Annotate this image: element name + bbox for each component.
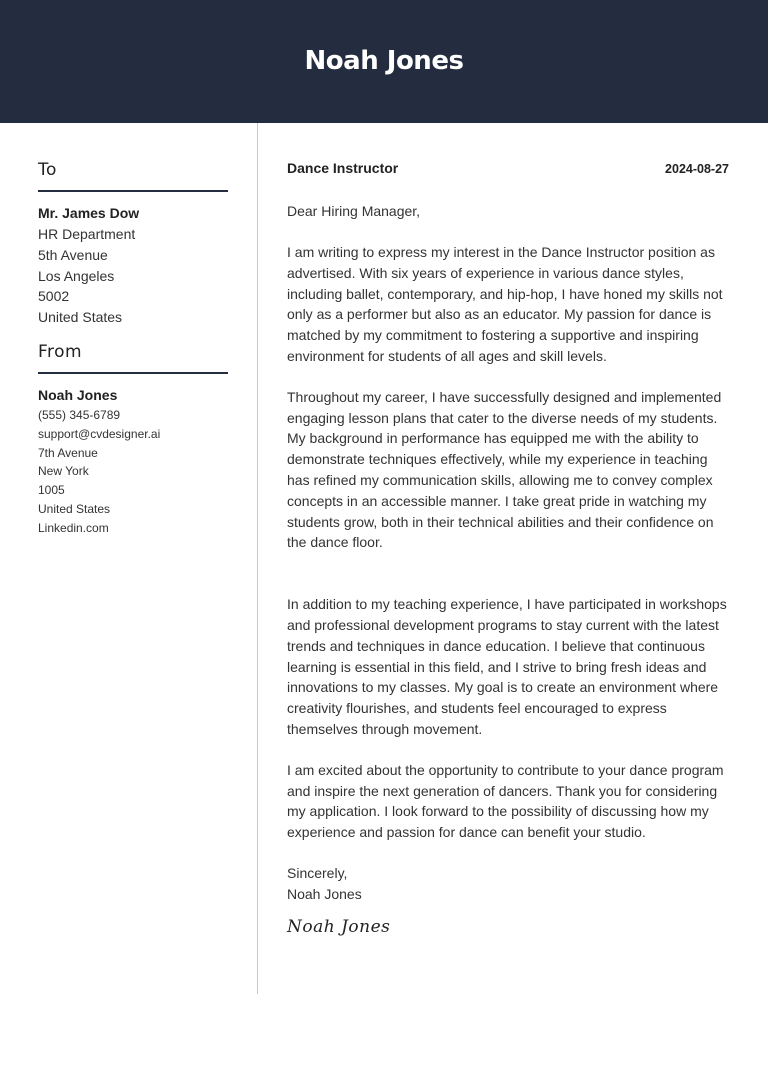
recipient-details xyxy=(38,203,228,328)
recipient-name: Mr. James Dow xyxy=(38,205,140,221)
paragraph-1: I am writing to express my interest in the Dance Instructor position as advertised. With six years of experience in various dance styles, including ballet, contemporary, and hip-hop, I have honed my skills not only as a performer but also as an educator. My passion for dance is matched by my commitment to fostering a supportive and inspiring environment for students of all ages and skill levels. xyxy=(287,244,723,364)
applicant-name: Noah Jones xyxy=(304,45,464,76)
sender-name: Noah Jones xyxy=(38,386,118,403)
letter-meta-row xyxy=(287,160,729,176)
header-banner xyxy=(0,0,768,123)
recipient-city: Los Angeles xyxy=(38,267,115,284)
sender-heading: From xyxy=(38,342,228,374)
signature: Noah Jones xyxy=(287,916,391,937)
recipient-section xyxy=(38,160,228,328)
paragraph-2: Throughout my career, I have successfully designed and implemented engaging lesson plans that cater to the diverse needs of my students. My background in performance has equipped me with the ability to demonstrate techniques effectively, while my experience in teaching has refined my communication skills, allowing me to convey complex concepts in an accessible manner. I take great pride in watching my students grow, both in their technical abilities and their confidence on the dance floor. xyxy=(287,388,722,551)
sender-email: support@cvdesigner.ai xyxy=(38,426,161,441)
sender-zip: 1005 xyxy=(38,483,65,498)
letter-body xyxy=(287,160,729,937)
sender-website: Linkedin.com xyxy=(38,520,109,535)
paragraph-4: I am excited about the opportunity to contribute to your dance program and inspire the next generation of dancers. Thank you for considering my application. I look forward to the possibility of discussing how my experience and passion for dance can benefit your studio. xyxy=(287,761,724,841)
sidebar xyxy=(38,160,228,538)
letter-date: 2024-08-27 xyxy=(665,162,729,176)
sender-details xyxy=(38,385,228,538)
sender-street: 7th Avenue xyxy=(38,445,98,460)
recipient-zip: 5002 xyxy=(38,288,70,305)
closing: Sincerely, xyxy=(287,864,348,881)
job-title: Dance Instructor xyxy=(287,160,399,176)
recipient-department: HR Department xyxy=(38,226,136,242)
recipient-street: 5th Avenue xyxy=(38,246,108,263)
column-divider xyxy=(257,123,258,994)
sender-city: New York xyxy=(38,464,89,479)
recipient-country: United States xyxy=(38,309,123,326)
paragraph-3: In addition to my teaching experience, I have participated in workshops and professional development programs to stay current with the latest trends and techniques in dance education. I believe that continuous learning is essential in this field, and I strive to bring fresh ideas and innovations to my classes. My goal is to create an environment where creativity flourishes, and students feel encouraged to express themselves through movement. xyxy=(287,596,727,737)
salutation: Dear Hiring Manager, xyxy=(287,203,421,219)
sender-country: United States xyxy=(38,501,111,516)
sender-phone: (555) 345-6789 xyxy=(38,407,121,422)
sender-section xyxy=(38,342,228,538)
recipient-heading: To xyxy=(38,160,228,192)
closing-name: Noah Jones xyxy=(287,885,362,902)
